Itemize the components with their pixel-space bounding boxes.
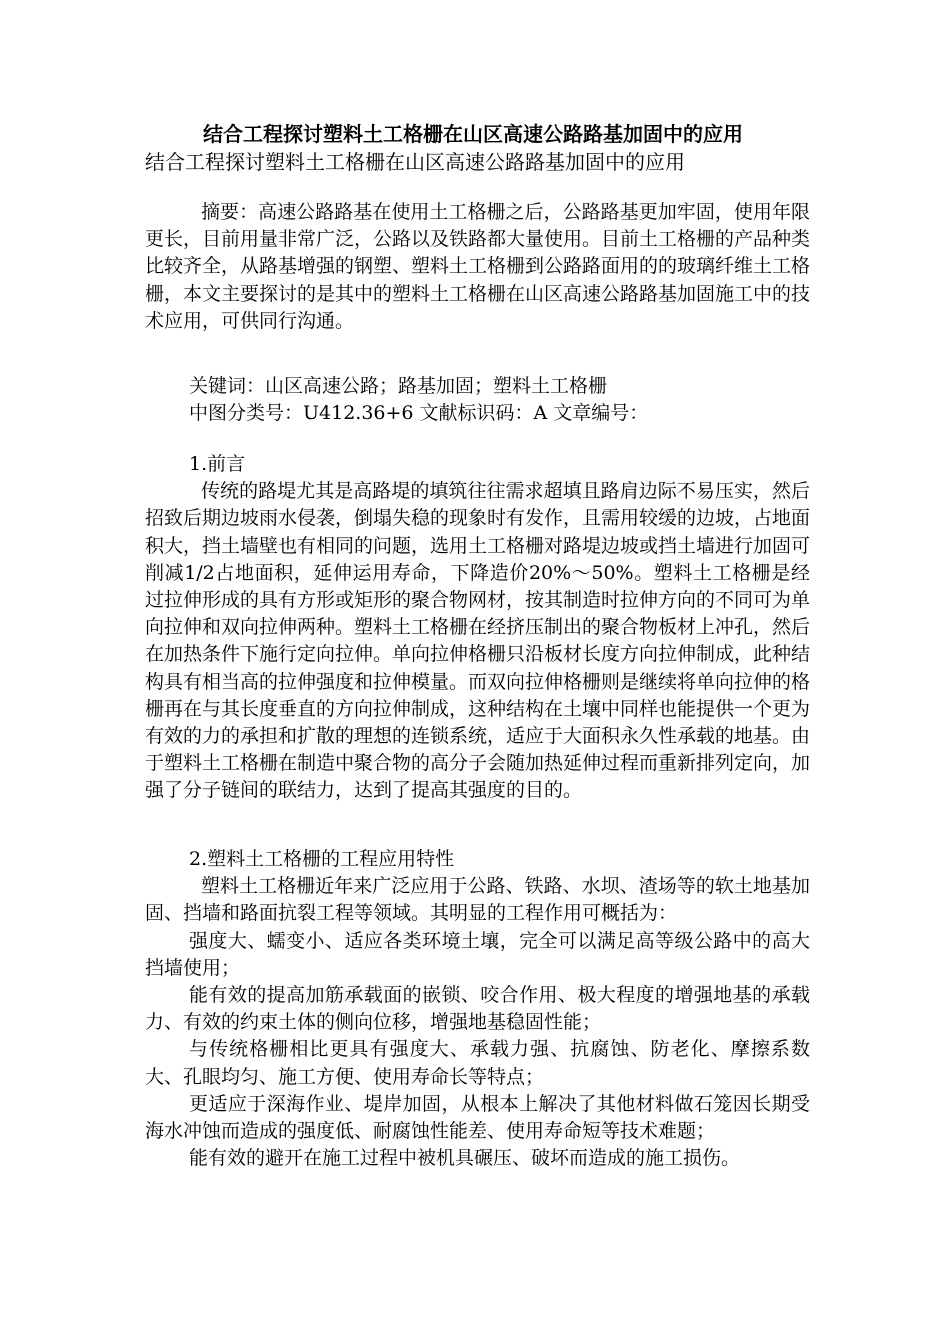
document-subtitle: 结合工程探讨塑料土工格栅在山区高速公路路基加固中的应用 (145, 150, 685, 174)
section-2-intro: 塑料土工格栅近年来广泛应用于公路、铁路、水坝、渣场等的软土地基加固、挡墙和路面抗裂工程等领域。其明显的工程作用可概括为： (145, 875, 810, 925)
keywords-line: 关键词：山区高速公路；路基加固；塑料土工格栅 (189, 375, 608, 397)
feature-item: 强度大、蠕变小、适应各类环境土壤，完全可以满足高等级公路中的高大挡墙使用； (145, 929, 810, 979)
keywords-section (145, 373, 810, 427)
feature-item: 与传统格栅相比更具有强度大、承载力强、抗腐蚀、防老化、摩擦系数大、孔眼均匀、施工方便、使用寿命长等特点； (145, 1038, 810, 1088)
abstract-paragraph: 摘要：高速公路路基在使用土工格栅之后，公路路基更加牢固，使用年限更长，目前用量非常广泛，公路以及铁路都大量使用。目前土工格栅的产品种类比较齐全，从路基增强的钢塑、塑料土工格栅到公路路面用的的玻璃纤维土工格栅，本文主要探讨的是其中的塑料土工格栅在山区高速公路路基加固施工中的技术应用，可供同行沟通。 (145, 201, 811, 332)
section-1 (145, 451, 810, 805)
section-2 (145, 846, 810, 1172)
section-2-heading: 2.塑料土工格栅的工程应用特性 (189, 848, 455, 870)
feature-item: 更适应于深海作业、堤岸加固，从根本上解决了其他材料做石笼因长期受海水冲蚀而造成的强度低、耐腐蚀性能差、使用寿命短等技术难题； (145, 1092, 810, 1143)
abstract-section (145, 199, 810, 335)
classification-line: 中图分类号：U412.36+6 文献标识码：A 文章编号： (189, 402, 649, 425)
feature-item: 能有效的提高加筋承载面的嵌锁、咬合作用、极大程度的增强地基的承载力、有效的约束土体的侧向位移，增强地基稳固性能； (145, 984, 810, 1034)
section-1-body: 传统的路堤尤其是高路堤的填筑往往需求超填且路肩边际不易压实，然后招致后期边坡雨水侵袭，倒塌失稳的现象时有发作，且需用较缓的边坡，占地面积大，挡土墙壁也有相同的问题，选用土工格栅对路堤边坡或挡土墙进行加固可削减1/2占地面积，延伸运用寿命，下降造价20%～50%。塑料土工格栅是经过拉伸形成的具有方形或矩形的聚合物网材，按其制造时拉伸方向的不同可为单向拉伸和双向拉伸两种。塑料土工格栅在经挤压制出的聚合物板材上冲孔，然后在加热条件下施行定向拉伸。单向拉伸格栅只沿板材长度方向拉伸制成，此种结构具有相当高的拉伸强度和拉伸模量。而双向拉伸格栅则是继续将单向拉伸的格栅再在与其长度垂直的方向拉伸制成，这种结构在土壤中同样也能提供一个更为有效的力的承担和扩散的理想的连锁系统，适应于大面积永久性承载的地基。由于塑料土工格栅在制造中聚合物的高分子会随加热延伸过程而重新排列定向，加强了分子链间的联结力，达到了提高其强度的目的。 (145, 480, 811, 802)
feature-item: 能有效的避开在施工过程中被机具碾压、破坏而造成的施工损伤。 (189, 1147, 741, 1170)
document-title: 结合工程探讨塑料土工格栅在山区高速公路路基加固中的应用 (203, 122, 743, 146)
section-1-heading: 1.前言 (189, 453, 246, 475)
